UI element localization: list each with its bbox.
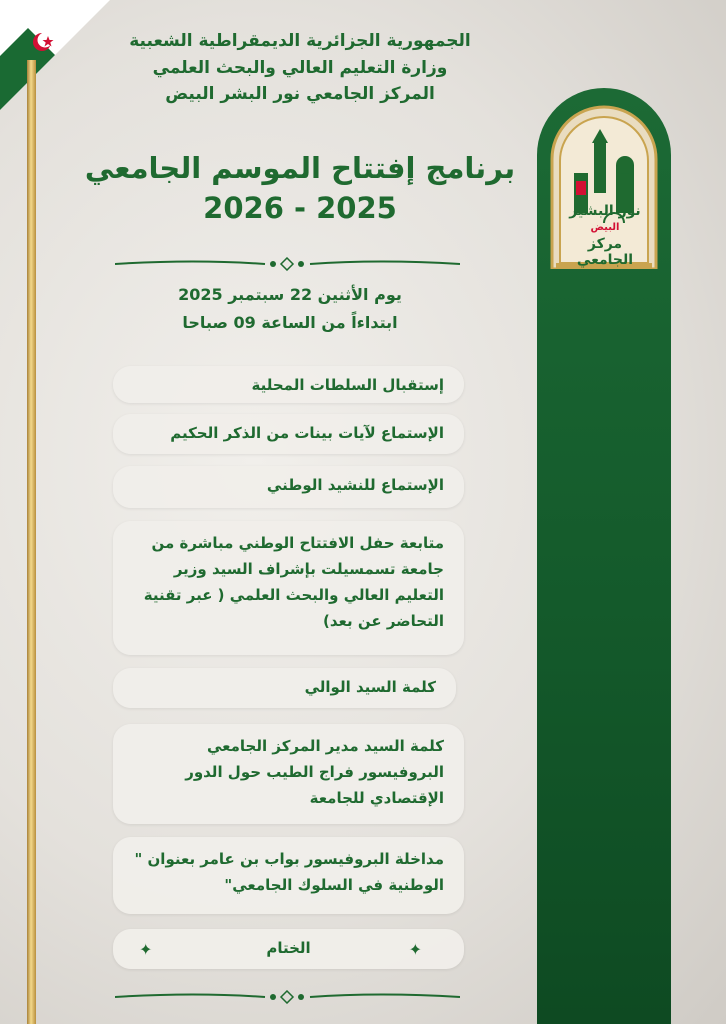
program-item-text: إستقبال السلطات المحلية: [251, 376, 444, 394]
header-center: المركز الجامعي نور البشر البيض: [165, 84, 435, 104]
sparkle-icon: ✦: [139, 940, 153, 959]
date-line: يوم الأثنين 22 سبتمبر 2025: [178, 285, 402, 304]
gold-vertical-bar: [27, 60, 36, 1024]
program-item-2: [113, 414, 464, 454]
ornament-divider: [115, 257, 460, 271]
ornament-divider-bottom: [115, 990, 460, 1004]
program-item-4: [113, 521, 464, 655]
program-item-text: كلمة السيد الوالي: [304, 678, 436, 696]
program-item-text: الإستماع للنشيد الوطني: [266, 476, 444, 494]
program-item-text: الختام: [266, 939, 311, 957]
program-item-3: [113, 466, 464, 508]
logo-text-mid: البيض: [590, 222, 620, 233]
header-republic: الجمهورية الجزائرية الديمقراطية الشعبية: [129, 31, 471, 51]
logo-text-bottom: مركز الجامعي: [576, 236, 634, 268]
program-item-1: [113, 366, 464, 403]
page-title: برنامج إفتتاح الموسم الجامعي: [84, 151, 516, 185]
program-item-7: [113, 837, 464, 914]
program-item-text: مداخلة البروفيسور بواب بن عامر بعنوان " الوطنية في السلوك الجامعي": [134, 850, 444, 894]
sparkle-icon: ✦: [408, 940, 422, 959]
program-item-text: متابعة حفل الافتتاح الوطني مباشرة من جامعة تسمسيلت بإشراف السيد وزير التعليم العالي والبحث العلمي ( عبر تقنية التحاضر عن بعد): [143, 534, 444, 630]
logo-text-top: نور البشير: [569, 203, 641, 219]
header-ministry: وزارة التعليم العالي والبحث العلمي: [152, 58, 448, 78]
program-item-8: [113, 929, 464, 969]
page-title-years: 2026 - 2025: [203, 191, 397, 225]
program-item-6: [113, 724, 464, 824]
program-item-text: الإستماع لآيات بينات من الذكر الحكيم: [170, 424, 444, 442]
time-line: ابتداءاً من الساعة 09 صباحا: [182, 313, 398, 332]
program-item-5: [113, 668, 456, 708]
algeria-flag-corner: [0, 0, 110, 110]
program-item-text: كلمة السيد مدير المركز الجامعي البروفيسور فراج الطيب حول الدور الإقتصادي للجامعة: [185, 737, 444, 807]
